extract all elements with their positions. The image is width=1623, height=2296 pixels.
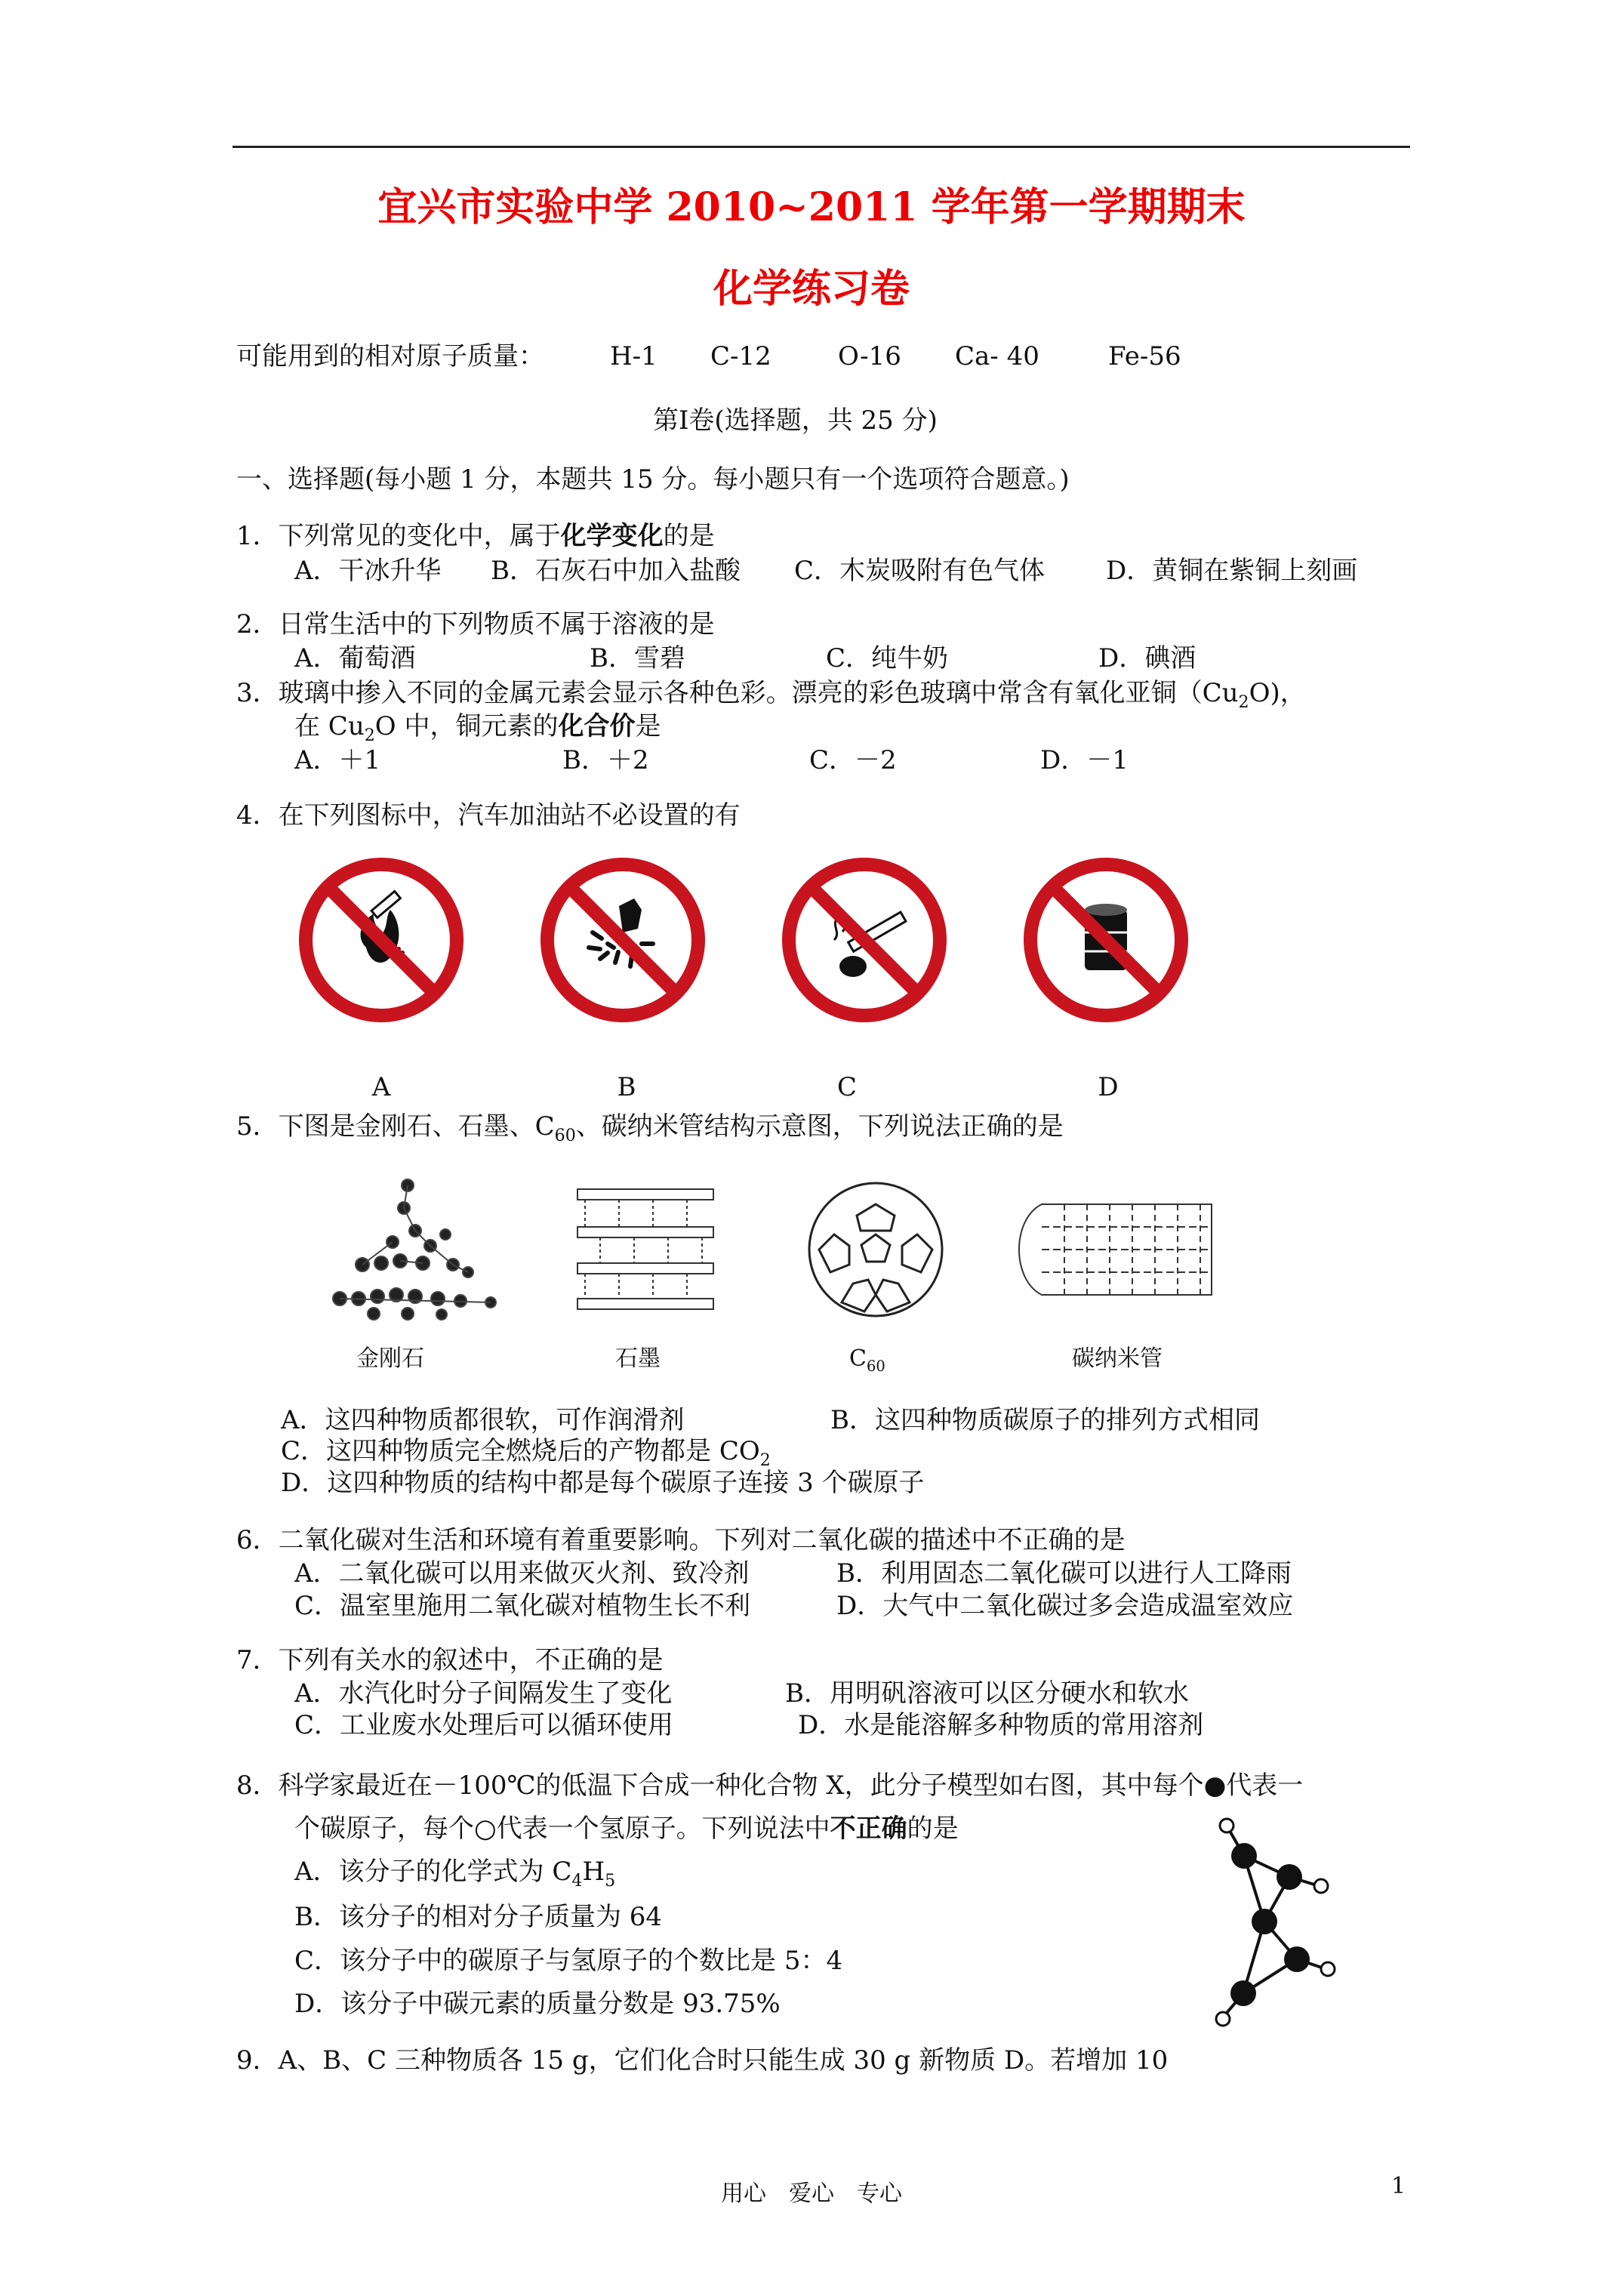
q7-stem: 7．下列有关水的叙述中，不正确的是 <box>236 1645 664 1675</box>
q2-option-b: B．雪碧 <box>590 643 685 673</box>
mass-c: C-12 <box>710 341 771 371</box>
q1-option-a: A．干冰升华 <box>294 556 442 586</box>
footer-motto: 用心 爱心 专心 <box>721 2180 902 2207</box>
q8-option-c: C．该分子中的碳原子与氢原子的个数比是 5：4 <box>294 1946 843 1976</box>
q7-option-d: D．水是能溶解多种物质的常用溶剂 <box>798 1710 1204 1740</box>
q6-stem: 6．二氧化碳对生活和环境有着重要影响。下列对二氧化碳的描述中不正确的是 <box>236 1525 1126 1555</box>
no-fuel-drum-sign-icon <box>1030 864 1181 1015</box>
q3-option-b: B．＋2 <box>562 745 649 775</box>
q3-stem-line2: 在 $Cu_2O$ 中，铜元素的化合价是 <box>294 711 661 745</box>
q8-option-a: A．该分子的化学式为 $C_4H_5$ <box>294 1857 616 1891</box>
section-heading: 第Ⅰ卷(选择题，共 25 分) <box>653 405 938 436</box>
q6-option-d: D．大气中二氧化碳过多会造成温室效应 <box>836 1591 1294 1621</box>
q3-option-d: D．－1 <box>1040 745 1129 775</box>
c60-fullerene-icon <box>809 1183 942 1316</box>
q8-molecule-model <box>1208 1812 1359 2039</box>
q5-option-c: C．这四种物质完全燃烧后的产物都是 $CO_2$ <box>281 1436 771 1470</box>
q3-stem-line1: 3．玻璃中掺入不同的金属元素会显示各种色彩。漂亮的彩色玻璃中常含有氧化亚铜$(Cu_2O)$， <box>236 678 1306 712</box>
header-rule <box>233 146 1410 148</box>
page-number: 1 <box>1391 2173 1406 2199</box>
exam-title: 宜兴市实验中学 2010~2011 学年第一学期期末 <box>377 184 1246 230</box>
exam-subtitle: 化学练习卷 <box>713 266 910 312</box>
q6-option-b: B．利用固态二氧化碳可以进行人工降雨 <box>836 1558 1292 1589</box>
q8-stem-line2: 个碳原子，每个○代表一个氢原子。下列说法中不正确的是 <box>294 1814 959 1844</box>
q1-option-b: B．石灰石中加入盐酸 <box>491 556 741 586</box>
q2-option-c: C．纯牛奶 <box>826 643 949 673</box>
q5-option-b: B．这四种物质碳原子的排列方式相同 <box>830 1405 1260 1435</box>
mass-ca: Ca- 40 <box>955 341 1039 371</box>
no-smoking-sign-icon <box>789 864 940 1015</box>
q2-option-a: A．葡萄酒 <box>294 643 416 673</box>
graphite-structure-icon <box>577 1189 713 1309</box>
q5-stem: 5．下图是金刚石、石墨、$C_{60}$、碳纳米管结构示意图，下列说法正确的是 <box>236 1111 1064 1145</box>
q5-option-d: D．这四种物质的结构中都是每个碳原子连接 3 个碳原子 <box>281 1468 925 1498</box>
q5-option-a: A．这四种物质都很软，可作润滑剂 <box>281 1405 685 1435</box>
q9-stem: 9．A、B、C 三种物质各 15 g，它们化合时只能生成 30 g 新物质 D。若增加 10 <box>236 2045 1169 2076</box>
q6-option-c: C．温室里施用二氧化碳对植物生长不利 <box>294 1591 751 1621</box>
section-instruction: 一、选择题(每小题 1 分，本题共 15 分。每小题只有一个选项符合题意。) <box>236 464 1070 495</box>
q4-signs <box>298 857 1234 1023</box>
q5-caption-nanotube: 碳纳米管 <box>1072 1345 1163 1372</box>
q7-option-c: C．工业废水处理后可以循环使用 <box>294 1710 674 1740</box>
q1-option-c: C．木炭吸附有色气体 <box>794 556 1046 586</box>
q4-label-c: C <box>836 1072 857 1102</box>
q8-stem-line1: 8．科学家最近在－100℃的低温下合成一种化合物 X，此分子模型如右图，其中每个●代表一 <box>236 1771 1304 1801</box>
q4-label-b: B <box>617 1072 636 1102</box>
mass-h: H-1 <box>610 341 658 371</box>
q4-label-d: D <box>1098 1072 1119 1102</box>
masses-label: 可能用到的相对原子质量： <box>236 341 544 371</box>
q2-option-d: D．碘酒 <box>1098 643 1196 673</box>
q8-option-b: B．该分子的相对分子质量为 64 <box>294 1902 663 1932</box>
q5-caption-c60: $C_{60}$ <box>849 1345 885 1375</box>
q3-option-a: A．＋1 <box>294 745 381 775</box>
q3-option-c: C．－2 <box>809 745 897 775</box>
q5-caption-diamond: 金刚石 <box>356 1345 424 1372</box>
q7-option-a: A．水汽化时分子间隔发生了变化 <box>294 1678 673 1709</box>
q1-option-d: D．黄铜在紫铜上刻画 <box>1106 556 1358 586</box>
no-explosives-sign-icon <box>547 864 698 1015</box>
mass-o: O-16 <box>838 341 901 371</box>
q5-caption-graphite: 石墨 <box>615 1345 661 1372</box>
no-fire-sign-icon <box>306 864 457 1015</box>
mass-fe: Fe-56 <box>1108 341 1181 371</box>
diamond-structure-icon <box>333 1179 496 1320</box>
carbon-nanotube-icon <box>1019 1204 1212 1295</box>
q4-label-a: A <box>371 1072 391 1102</box>
q5-carbon-structures <box>317 1174 1223 1325</box>
q7-option-b: B．用明矾溶液可以区分硬水和软水 <box>785 1678 1189 1709</box>
q1-stem: 1．下列常见的变化中，属于化学变化的是 <box>236 521 715 551</box>
q8-option-d: D．该分子中碳元素的质量分数是 93.75% <box>294 1989 781 2019</box>
q2-stem: 2．日常生活中的下列物质不属于溶液的是 <box>236 609 715 639</box>
q4-stem: 4．在下列图标中，汽车加油站不必设置的有 <box>236 800 741 831</box>
q6-option-a: A．二氧化碳可以用来做灭火剂、致冷剂 <box>294 1558 750 1589</box>
